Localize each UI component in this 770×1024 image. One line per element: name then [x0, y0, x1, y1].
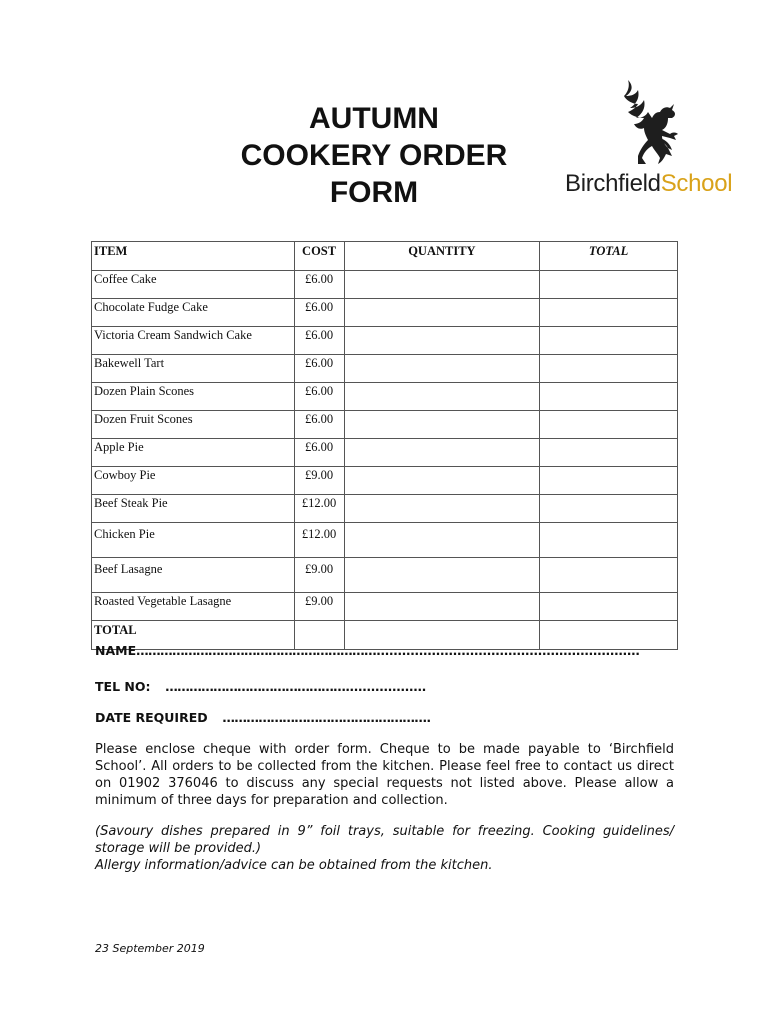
title-line: FORM	[329, 176, 419, 209]
notes-block	[95, 823, 674, 874]
item-cell: Roasted Vegetable Lasagne	[92, 593, 295, 621]
cost-cell: £6.00	[294, 271, 344, 299]
table-row	[92, 355, 678, 383]
tel-field[interactable]	[95, 679, 426, 694]
school-name-part2: School	[660, 170, 733, 197]
cost-cell: £12.00	[294, 495, 344, 523]
table-row	[92, 299, 678, 327]
cost-cell: £9.00	[294, 593, 344, 621]
date-required-label: DATE REQUIRED	[95, 710, 208, 725]
item-cell: Victoria Cream Sandwich Cake	[92, 327, 295, 355]
school-name-part1: Birchfield	[565, 170, 661, 197]
tel-dots[interactable]: ………………………………………...................	[165, 679, 426, 694]
cost-cell: £12.00	[294, 523, 344, 558]
table-row	[92, 411, 678, 439]
cost-cell: £6.00	[294, 383, 344, 411]
quantity-cell[interactable]	[344, 355, 540, 383]
cost-cell: £9.00	[294, 467, 344, 495]
table-row	[92, 558, 678, 593]
school-name	[565, 170, 732, 198]
table-row	[92, 523, 678, 558]
item-cell: Dozen Plain Scones	[92, 383, 295, 411]
item-cell: Dozen Fruit Scones	[92, 411, 295, 439]
title-line: AUTUMN	[309, 102, 439, 135]
cost-cell: £6.00	[294, 355, 344, 383]
item-cell: Coffee Cake	[92, 271, 295, 299]
table-row	[92, 495, 678, 523]
total-cell[interactable]	[540, 299, 678, 327]
quantity-cell[interactable]	[344, 383, 540, 411]
order-table	[91, 241, 678, 650]
total-cell[interactable]	[540, 411, 678, 439]
total-cell[interactable]	[540, 383, 678, 411]
name-field[interactable]	[95, 643, 640, 658]
quantity-cell[interactable]	[344, 558, 540, 593]
document-date: 23 September 2019	[95, 942, 205, 955]
header-total: TOTAL	[540, 242, 678, 271]
quantity-cell[interactable]	[344, 439, 540, 467]
form-title	[200, 100, 548, 211]
total-cell[interactable]	[540, 523, 678, 558]
name-label: NAME	[95, 643, 137, 658]
table-row	[92, 439, 678, 467]
date-required-dots[interactable]: …………………………………………….	[222, 710, 431, 725]
item-cell: Chocolate Fudge Cake	[92, 299, 295, 327]
cost-cell: £6.00	[294, 411, 344, 439]
total-cell[interactable]	[540, 271, 678, 299]
table-header-row	[92, 242, 678, 271]
griffin-icon	[618, 78, 682, 168]
header-item: ITEM	[92, 242, 295, 271]
savoury-note: (Savoury dishes prepared in 9” foil trays, suitable for freezing. Cooking guidelines/ storage will be provided.)	[95, 824, 674, 856]
total-cell[interactable]	[540, 355, 678, 383]
header-quantity: QUANTITY	[344, 242, 540, 271]
total-cell[interactable]	[540, 558, 678, 593]
cost-cell: £6.00	[294, 299, 344, 327]
tel-label: TEL NO:	[95, 679, 151, 694]
quantity-cell[interactable]	[344, 523, 540, 558]
quantity-cell[interactable]	[344, 495, 540, 523]
item-cell: Beef Lasagne	[92, 558, 295, 593]
cost-cell: £9.00	[294, 558, 344, 593]
cost-cell: £6.00	[294, 327, 344, 355]
allergy-note: Allergy information/advice can be obtained from the kitchen.	[95, 858, 493, 873]
date-required-field[interactable]	[95, 710, 431, 725]
total-cell[interactable]	[540, 495, 678, 523]
total-cell[interactable]	[540, 467, 678, 495]
item-cell: Beef Steak Pie	[92, 495, 295, 523]
table-row	[92, 271, 678, 299]
total-cell[interactable]	[540, 327, 678, 355]
table-row	[92, 593, 678, 621]
item-cell: Bakewell Tart	[92, 355, 295, 383]
table-row	[92, 327, 678, 355]
quantity-cell[interactable]	[344, 593, 540, 621]
quantity-cell[interactable]	[344, 467, 540, 495]
quantity-cell[interactable]	[344, 271, 540, 299]
quantity-cell[interactable]	[344, 299, 540, 327]
cost-cell: £6.00	[294, 439, 344, 467]
quantity-cell[interactable]	[344, 411, 540, 439]
total-label: TOTAL	[92, 621, 295, 650]
item-cell: Chicken Pie	[92, 523, 295, 558]
payment-instructions: Please enclose cheque with order form. Cheque to be made payable to ‘Birchfield School’. All orders to be collected from the kitchen. Please feel free to contact us direct on 01902 376046 to discuss any special requests not listed above. Please allow a minimum of three days for preparation and collection.	[95, 742, 674, 808]
title-line: COOKERY ORDER	[240, 139, 508, 172]
item-cell: Cowboy Pie	[92, 467, 295, 495]
name-dots[interactable]: ……………………………………………………..............................................................	[136, 643, 640, 658]
header-cost: COST	[294, 242, 344, 271]
item-cell: Apple Pie	[92, 439, 295, 467]
school-logo	[560, 78, 745, 198]
table-row	[92, 383, 678, 411]
total-cell[interactable]	[540, 439, 678, 467]
table-row	[92, 467, 678, 495]
total-cell[interactable]	[540, 593, 678, 621]
quantity-cell[interactable]	[344, 327, 540, 355]
